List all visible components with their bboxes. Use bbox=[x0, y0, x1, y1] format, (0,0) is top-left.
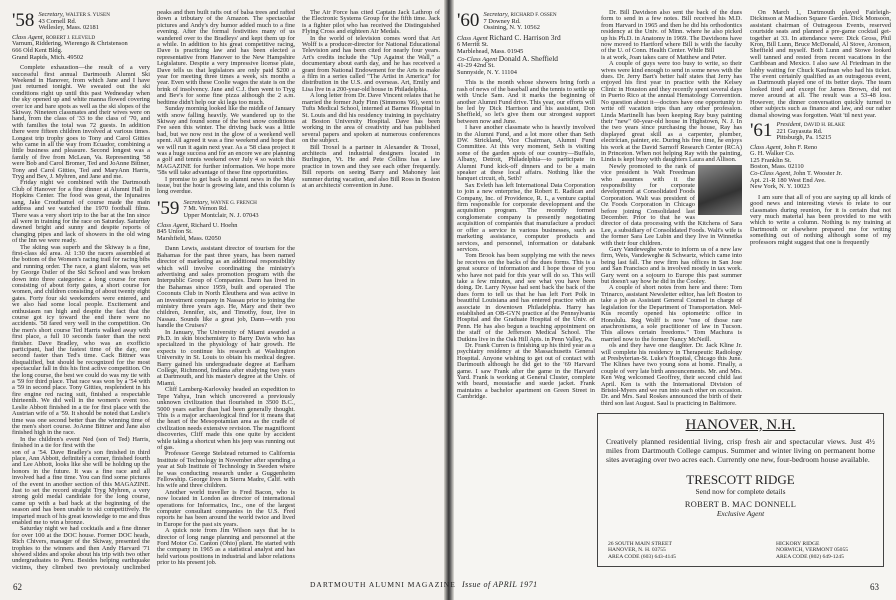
ad-agent: ROBERT B. MAC DONNELL bbox=[684, 499, 797, 509]
address-line: NORWICH, VERMONT 05055 bbox=[776, 547, 849, 553]
address-line: HANOVER, N. H. 03755 bbox=[608, 547, 666, 553]
class-agent bbox=[12, 35, 150, 61]
class-60-header bbox=[457, 12, 595, 32]
address-line: 26 SOUTH MAIN STREET bbox=[608, 540, 672, 547]
address-line: Upper Montclair, N. J. 07043 bbox=[183, 211, 259, 219]
left-page-columns bbox=[12, 10, 440, 574]
issue-footer: Issue of APRIL 1971 bbox=[462, 580, 538, 589]
secretary-name: RICHARD F. OSSEN bbox=[510, 12, 557, 18]
agent-name: Richard C. Harrison 3rd bbox=[489, 32, 561, 42]
class-agent bbox=[750, 145, 891, 191]
coagent-label: Co-Class Agent, bbox=[750, 170, 792, 178]
paragraph: A couple of guys were too busy to write, so their wives were kind enough to send in some news with the dues. Dr. Jerry Bart's better half states that Jerry has enjoyed his first year in practice with the Kelsey Clinic in Houston and they recently spent several days in Puerto Rico at the annual Hematology Convention. No question about it—doctors have one opportunity to write off vacation trips than any other profession. Linda Martinelli has been keeping Ray busy painting their "new" 60-year-old house in Highstown, N. J. In the two years since purchasing the house, Ray has displayed great skill as a carpenter, plumber, electrician, painter, etc. During his free time, he enjoys his work at the David Sarnoff Research Center (RCA) in Princeton. When not helping Ray with the painting, Linda is kept busy with daughters Laura and Allison. bbox=[601, 60, 742, 164]
paragraph: Gary Vandeweghe wrote to inform us of a new law firm, Weis, Vandeweghe & Schwartz, which came into being last fall. The new firm has offices in San Jose and San Francisco and is involved mostly in tax work. Gary went on a sojourn to Europe this past summer but doesn't say how he did in the Cooley. bbox=[601, 246, 742, 286]
column-class-60 bbox=[457, 10, 595, 574]
address-line: Marblehead, Mass. 01945 bbox=[457, 47, 524, 55]
class-58-header bbox=[12, 12, 150, 32]
page-number: 62 bbox=[13, 582, 22, 592]
paragraph: son of a '54. Dave Bradley's son finished in third place, Ann Abbott, definitely a comer, finished fourth and Lee Abbott, looks like she will be holding up the honors in the future. It was a fine race and all involved had a fine time. You can find some pictures of the event in another section of this MAGAZINE. Just to set the record straight Tryg Myhren, a very strong gold medal candidate for the long course, came up with a bad back at the beginning of the season and has been unable to ski competitively. He imparted much of his great knowledge to me and thus enabled me to win a bronze. bbox=[12, 448, 150, 526]
agent-label: Class Agent bbox=[457, 34, 488, 42]
paragraph: In January, The University of Miami awarded a Ph.D. in skin biochemistry to Barry Davis who has specialized in the physiology of hair growth. He expects to continue his research at Washington University in St. Louis to obtain his medical degree. Barry gained his undergraduate degree at Earlham College, Richmond, Indiana after studying two years at Dartmouth, and his master's degree at the Univ. of Miami. bbox=[157, 328, 295, 387]
ad-name: TRESCOTT RIDGE bbox=[686, 471, 795, 487]
class-year: '58 bbox=[12, 10, 35, 31]
paragraph: I am sure that all of you are saying up all kinds of good news and interesting views to relate to our classmates during reunion, for it is certain that not very much material has been provided to me with which to write a column. Nothing is my training at Dartmouth or elsewhere prepared me for writing something out of nothing although some of my professors might suggest that one is frequently bbox=[750, 193, 891, 246]
address-line: HICKORY RIDGE bbox=[776, 540, 820, 547]
paragraph: Another world traveller is Fred Bacon, who is now located in London as director of international operations for Informatics, Inc., one of the largest computer consultant companies in the U.S. Fred reports he has been around the world twice and lived in Europe for the past six years. bbox=[157, 488, 295, 528]
secretary-name: WALTER S. YUSEN bbox=[65, 12, 110, 18]
address-line: Grand Rapids, Mich. 49502 bbox=[12, 53, 84, 61]
address-line: New York, N. Y. 10023 bbox=[750, 183, 810, 191]
address-line: 845 Union St. bbox=[157, 228, 193, 236]
paragraph: ols and they have one daughter. Dr. Jack Kline Jr. will complete his residency in Therapeutic Radiology at Presbyterian-St. Luke's Hospital, Chicago this June. The Klines have two young sons at home. Finally, a couple of very late birth announcements. Mr. and Mrs. Ken Weg welcomed Geoffrey, their second child last April. Ken is with the International Division of Bristol-Myers and we run into each other on occasion. Dr. and Mrs. Saul Roskes announced the birth of their third son last August. Saul is practicing in Baltimore. bbox=[601, 342, 742, 407]
secretary-label: Secretary, bbox=[483, 11, 509, 18]
secretary-label: Secretary, bbox=[38, 11, 64, 18]
paragraph: I have another classmate who is heavily involved in the Alumni Fund, and a lot more other than Seth DW. Strickland, Vice Chairman, Alumni Fund Committee. At this very moment, Seth is visiting some of the garden spots of our country—Buffalo, Albany, Detroit, Philadelphia—to participate in Alumni Fund kick-off dinners and to be a main speaker at these local affairs. Nothing like the banquet circuit, eh, Seth? bbox=[457, 124, 595, 183]
address-line: 7 Downey Rd. bbox=[483, 17, 521, 25]
paragraph: In the world of television comes word that Art Wolff is a producer-director for National Educational Television and has been cited for nearly four years. Art's credits include the "Up Against the Wall," a documentary about earth day, and he has received a grant from National Endowment for the Arts to make a film in a series called "The Artist in America" for distribution in the U.S. and overseas. Art, Emily and Lisa live in a 200-year-old house in Philadelphia. bbox=[302, 34, 440, 93]
agent-label: Class Agent, bbox=[157, 221, 190, 229]
address-line: AREA CODE (603) 643-4145 bbox=[608, 553, 676, 560]
secretary-name: WAYNE G. FRENCH bbox=[210, 199, 257, 206]
agent-name: Richard U. Hoehn bbox=[190, 221, 238, 229]
trescott-ridge-advertisement bbox=[597, 413, 884, 567]
paragraph: Bill Troxel is a partner in Alexander & Troxel, architects and industrial designers located in Burlington, Vt. He and Pete Collins has a law practice in town and they see each other frequently. Bill reports on seeing Barry and Mahoney last summer during vacation, and also Bill Ross in Boston at an architects' convention in June. bbox=[302, 143, 440, 189]
address-line: 125 Franklin St. bbox=[750, 156, 792, 164]
ad-body: Creatively planned residential living, crisp fresh air and spectacular views. Just 4½ miles from Dartmouth College campus. Summer and winter living on permanent home sites averaging over two acres each. Currently one new, four-bedroom house available. bbox=[606, 437, 875, 465]
page-gutter bbox=[444, 0, 454, 600]
paragraph: I promise to get back to alumni news in the May issue, but the hour is growing late, and this column is long overdue. bbox=[157, 175, 295, 196]
address-line: Marshfield, Mass. 02050 bbox=[157, 234, 221, 242]
paragraph: Tom Brook has been supplying me with the news he receives on the backs of the dues forms. This is a great source of information and I hope those of you who have not paid for this year will do so. This will take a few minutes, and see what you have been doing. Dr. Larry Nysse had sent back the back of the dues form to tell us that he has left Fort Polk in beautiful Louisiana and has entered practice with an associate in downtown Philadelphia. Harry has established an OB-GYN practice at the Pennsylvania Hospital and the Graduate Hospital of the Univ. of Penn. He has also begun a teaching appointment on the staff of the Jefferson Medical School. The Dutkins live in the Oak Hill Apts. in Penn Valley, Pa. bbox=[457, 252, 595, 343]
address-line: 7 Mt. Vernon Rd. bbox=[183, 205, 228, 213]
paragraph: The skiing was superb and the Skiway is a fine, first-class ski area. At 1:30 the racers assembled at the bottom of the Women's racing trail for racing bibs and running order. The race, a giant slalom, was set by George Ostler of the Ski School and was broken down into three categories: a long course for men consisting of about forty gates, a short course for women, and children consisting of about twenty eight gates. Forty four ski weekenders were entered, and we also had some local people. Excitement and enthusiasm ran high and despite the fact that the course got icy toward the end there were no accidents. '58 fared very well in the competition. On the men's short course Ted Harris walked away with first place, a full 10 seconds faster than the next finisher. Dave Bradley, who was an exofficio participant, had the fastest time of the day, one second faster than Ted's time. Cack Bittner was disqualified, but should be recognized for the most spectacular fall in this his first active competition. On the long course, the best we could do was my tie with a '59 for third place. That race was won by a '54 with a '59 in second place. Tony Gitties, resplendent in his fire engine red racing suit, finished a respectable thirteenth. We did well in the women's event too. Leslie Abbott finished in a tie for first place with the Austrian wife of a '59. It should be noted that Leslie's time was one second better than the winning time of the men's short course. JoAnne Bittner and Jane also finished high in the race. bbox=[12, 243, 150, 437]
paragraph: Dr. Frank Curren is finishing up his third year as a psychiatry residency at the Massachusetts General Hospital. Anyone wishing to get out of contact with Dartmouth although he did get to the '69 Harvard game. I saw Frank after the game in the Harvard Yard. Frank is working at General Cluster, complete with beard, moustache and suede jacket. Frank maintains a bachelor apartment on Green Street in Cambridge. bbox=[457, 342, 595, 401]
ad-tagline: Send now for complete details bbox=[695, 486, 786, 496]
president-label: President, bbox=[776, 120, 803, 128]
coagent-name: Donald A. Sheffield bbox=[498, 53, 558, 63]
address-line: Pittsburgh, Pa. 15215 bbox=[776, 134, 832, 142]
address-line: Ossining, N. Y. 10562 bbox=[483, 24, 540, 32]
paragraph: On March 1, Dartmouth played Fairleigh-Dickinson at Madison Square Garden. Dick Monsoon, assistant chairman of Outrageous Events, reserved courtside seats and planned a pre-game cocktail get-together at 33. In attendance were: Dick Gross, Phil Kron, Bill Lunn, Bruce McDonald, Al Stove, Aronson, Sheffield and myself. Both Lunn and Stowe looked well tanned and rested from recent vacations in the Caribbean and Mexico. I also saw Al Friedman in the lobby waiting for Chuck Kaufman who had his ticket. The event certainly qualified as an outrageous event, as Dartmouth played one of its better days. The team looked tired and except for James Brown, did not move around at all. The result was a 53-48 loss. However, the dinner conversation quickly turned to other subjects such as finance and law, and our rather dismal showing was forgotten. Wait 'til next year. bbox=[750, 9, 891, 119]
ad-address-norwich bbox=[776, 541, 848, 561]
paragraph: Newly promoted to the rank of vice president is Walt Freedman who assumes with it the responsibility for corporate development at Consolidated Foods Corporation. Walt was president of Oz Foods Corporation in Chicago before joining Consolidated last December. Prior to that he was director of data processing with the Kitchens of Sara Lee, a subsidiary of Consolidated Foods. Walt's wife is the former Sara Lee Lubin and they live in Winnetka with their four children. bbox=[601, 162, 742, 247]
paragraph: Complete exhaustion—the result of a very successful first annual Dartmouth Alumni Ski Weekend in Hanover, from which Jane and I have just returned tonight. We sweated out the ski conditions right up until this past Wednesday when the sky opened up and white manna flowed covering over ice and bare spots as well as the ski slopes of the Skiway. Nineteen classmates and their wives were on hand, from the class of '33 to the class of '70, and with families the total was 72 guests. In addition there were fifteen children involved at various times. Longest trip trophy goes to Tony and Carol Gitties who came in all the way from Ecuador, combining a little business and pleasure. Second longest was a family of five from McLean, Va. Representing '58 were Bob and Carol Bromer, Ted and JoAnne Bittner, Tony and Carol Gitties, Ted and MaryAnn Harris, Tryg and Bev, J. Myhren, and Jane and me. bbox=[12, 64, 150, 181]
paragraph: Professor George Stelstead returned to California Institute of Technology in November after spending a year at Sub Institute of Technology in Sweden where he was conducting research under a Guggenheim Fellowship. George lives in Sierra Madre, Calif. with his wife and three children. bbox=[157, 450, 295, 490]
coagent-label: Co-Class Agent bbox=[457, 55, 498, 63]
paragraph: In the children's event Ned (son of Ted) Harris, finished in a tie for first with the bbox=[12, 435, 150, 450]
class-agent bbox=[457, 32, 595, 77]
ad-address-hanover bbox=[608, 541, 676, 561]
paragraph: A quick note from Jim Wilson says that he is director of long range planning and personnel at the Ford Motor Co. Canton (Ohio) plant. He started with the company in 1965 as a statistical analyst and has held various positions in industrial and labor relations prior to his present job. bbox=[157, 527, 295, 567]
paragraph: This is the month whose showers bring forth a rash of news of the baseball and the tennis to settle up with Uncle Sam. And it marks the beginning of another Alumni Fund drive. This year, our efforts will be led by Dick Harrison and his assistant, Don Sheffield, so let's give them our strongest support between now and June. bbox=[457, 79, 595, 125]
paragraph: Dann Lewis, assistant director of tourism for the Bahamas for the past three years, has been named director of marketing as an additional responsibility which will involve coordinating the ministry's advertising and sales promotion program with the Interpublic Group of Companies. Dann has lived in the Bahamas since 1959, built and operated The Coconuts Club in North Eleuthera and was active in an investment company in Nassau prior to joining the ministry three years ago. He, Mary and their two children, Jennifer, six, and Timothy, four, live in Nassau. Sounds like a great job, Dann—with you handle the Cruises? bbox=[157, 245, 295, 330]
paragraph: Sax Evleth has left International Data Corporation to join a new enterprise, the Robert E. Radican and Company, Inc. of Providence, R. I., a venture capital firm responsible for corporate development and the acquisition program. The recently formed conglomerate company is presently negotiating acquisition of companies that manufacture a product or offer a service in various businesses, such as marketing assistance, computer products and services, and personnel, information or databank services. bbox=[457, 181, 595, 253]
right-page-columns bbox=[601, 10, 891, 410]
address-line: 6 Merritt St. bbox=[457, 41, 489, 49]
class-59-header bbox=[157, 197, 295, 220]
agent-name: ROBERT J. ELEVELD bbox=[45, 34, 96, 41]
paragraph: The Air Force has cited Captain Jack Lathrop of the Electronic Systems Group for the fifth time. Jack is a fighter pilot who has received the Distinguished Flying Cross and eighteen Air Medals. bbox=[302, 9, 440, 36]
address-line: Wellesley, Mass. 02181 bbox=[38, 24, 99, 32]
agent-name: John F. Reno bbox=[783, 143, 818, 151]
ad-agent-role: Exclusive Agent bbox=[716, 508, 765, 518]
address-line: Sunnyside, N. Y. 11104 bbox=[457, 68, 517, 76]
agent-label: Class Agent, bbox=[750, 143, 783, 151]
paragraph: Cliff Lamberg-Karlovsky headed an expedition to Tepe Yahya, Iran which uncovered a previously unknown civilization that flourished in 3500 B.C., 5000 years earlier than had been generally thought. This is a major archaeological find for it means that the heart of the Mesopotamian area as the cradle of civilization needs extensive revision. The magnificent discoveries, Cliff made this one quite by accident while taking a shortcut when his jeep was running out of gas. bbox=[157, 386, 295, 451]
class-61-header bbox=[750, 119, 891, 142]
address-line: 666 Old Kent Bldg. bbox=[12, 46, 63, 54]
address-line: 221 Guyasuta Rd. bbox=[776, 127, 823, 135]
address-line: Boston, Mass. 02110 bbox=[750, 163, 804, 171]
paragraph: A couple of short notes from here and there: Tom Trinarco, assistant Newsletter editor, has left Boston to take a job as Assistant General Counsel in charge of legislation for the Department of Transportation. Mel- Kus recently opened his optometric office in Honolulu. Reg Wolff is now "one of those rare anachronisms, a sole practitioner of law in Tucson. This allows certain freedoms." Tom Machura is married now to the former Nancy McNeill. bbox=[601, 284, 742, 343]
paragraph: Dr. Bill Davidson also sent the back of the dues form to send in a few notes. Bill received his M.D. from Harvard in 1965 and then he did his orthodontics residency at the Univ. of Minn. where he also picked up his Ph.D. in Anatomy in 1969. The Davidsons have now moved to Hartford where Bill is with the faculty of the U. of Conn. Health Center. While Bill bbox=[601, 9, 742, 55]
coagent-name: John T. Wooster Jr. bbox=[793, 170, 843, 178]
paragraph: Friday night we combined with the Dartmouth Club of Hanover for a fine dinner at Alumni Hall in Hopkins Center. The food was great, the Injunaires sang, Jake Crouthamel of course made the main address and we watched the 1970 football films. There was a very short trip to the bar at the Inn since all were in training for the race on Saturday. Saturday dawned bright and sunny and despite reports of changing pipes and lack of showers in the old wing of the Inn we were ready. bbox=[12, 179, 150, 245]
class-year: '60 bbox=[457, 10, 480, 31]
agent-label: Class Agent, bbox=[12, 33, 45, 41]
class-agent bbox=[157, 223, 295, 243]
portrait-photo-walt-freedman bbox=[698, 165, 742, 215]
address-line: Apt. 21-R 180 West End Ave. bbox=[750, 176, 826, 184]
ad-title: HANOVER, N.H. bbox=[685, 417, 796, 433]
address-line: G. H. Walker Co. bbox=[750, 150, 795, 158]
address-line: 43 Cornell Rd. bbox=[38, 17, 77, 25]
address-line: AREA CODE (802) 649-1245 bbox=[776, 553, 844, 560]
address-line: 41-29 42nd St. bbox=[457, 62, 495, 70]
paragraph: A long letter from Dr. Dave Vincent relates that he married the former Judy Finn (Simmons '66), went to Tufts Medical School, interned at Barnes Hospital in St. Louis and did his residency training in psychiatry at Boston University Hospital. Dave has been working in the area of creativity and has published several papers and spoken at numerous conferences on the subject. bbox=[302, 92, 440, 145]
address-line: Varnum, Riddering, Wierengo & Christenson bbox=[12, 40, 128, 48]
page-number: 63 bbox=[870, 582, 879, 592]
secretary-label: Secretary, bbox=[183, 198, 209, 206]
paragraph: Saturday night we had cocktails and a fine dinner for over 100 at the DOC house. Former DOC heads, Rich Chivers, manager of the Skiway, presented the trophies to the winners and then Andy Harvard '71 showed slides and spoke about his trip with two other undergraduates to Peru. Besides helping earthquake victims, they climbed two previously unclimbed peaks and then built rafts out of balsa trees and rafted down a tributary of the Amazon. The spectacular pictures and Andy's dry humor added much to a fine evening. After the formal festivities many of us wandered over to the Bradleys' and kept them up for a while. In addition to his great competitive racing, Dave is practicing law and has been elected a representative from Hanover to the New Hampshire Legislature. Despite a very impressive license plate, Dave tells us that legislators are only paid $200 a year for meeting three times a week, six months a year. Even with these Coolie wages the state is on the brink of insolvency. Jane and C.J. then went to Tryg and Bev's for some fine pizza although the 2 a.m. bedtime didn't help our ski legs too much. bbox=[12, 9, 295, 571]
president-name: DAVID H. BLAKE bbox=[803, 121, 845, 128]
class-year: '61 bbox=[750, 119, 773, 141]
class-year: '59 bbox=[157, 197, 180, 219]
magazine-footer: DARTMOUTH ALUMNI MAGAZINE bbox=[310, 580, 456, 589]
paragraph: is at work, Joan takes care of Matthew and Peter. bbox=[601, 53, 727, 61]
paragraph: Sunday morning looked like the middle of January with snow falling heavily. We wandered up to the Skiway and found some of the best snow conditions I've seen this winter. The driving back was a little bad, but we now rest in the glow of a weekend well spent. All agreed it was a fine weekend and hope that we will run it again next year. As a '58 class project it was a huge success and for an encore we are planning a golf and tennis weekend over July 4 so watch this MAGAZINE for further information. We hope more '58s will take advantage of these fine opportunities. bbox=[157, 105, 295, 177]
